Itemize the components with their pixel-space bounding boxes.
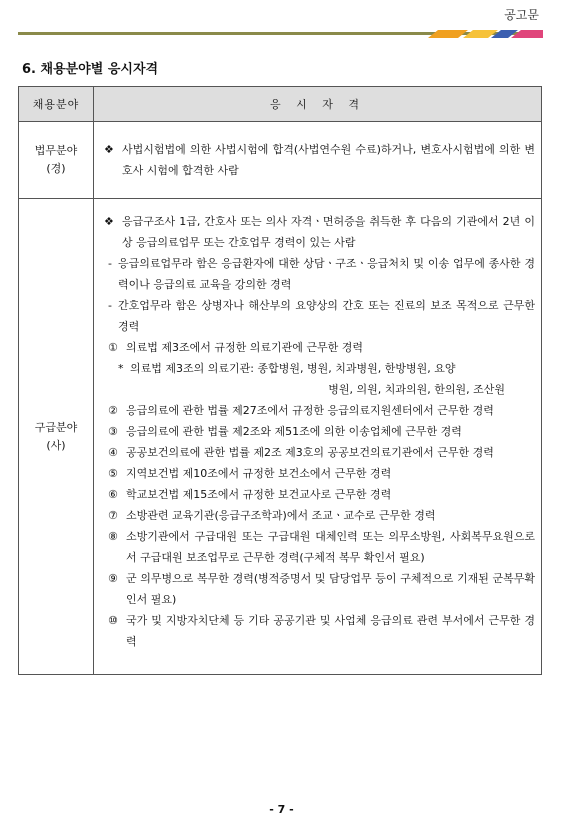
dash-marker: - [108, 257, 112, 270]
header-bar [18, 30, 543, 36]
page-number: - 7 - [269, 803, 294, 816]
item-text: 응급의료에 관한 법률 제2조와 제51조에 의한 이송업체에 근무한 경력 [126, 425, 462, 438]
note-text: 병원, 의원, 치과의원, 한의원, 조산원 [328, 383, 505, 396]
item-number: ⑨ [108, 572, 118, 585]
qualification-intro: 응급구조사 1급, 간호사 또는 의사 자격ㆍ면허증을 취득한 후 다음의 기관에서 2년 이상 응급의료업무 또는 간호업무 경력이 있는 사람 [122, 215, 535, 249]
item-text: 응급의료에 관한 법률 제27조에서 규정한 응급의료지원센터에서 근무한 경력 [126, 404, 494, 417]
list-item [104, 253, 535, 295]
list-item [104, 421, 535, 442]
list-item [104, 400, 535, 421]
category-name: 법무분야 [34, 144, 78, 157]
item-number: ① [108, 341, 118, 354]
item-number: ⑥ [108, 488, 118, 501]
qualification-cell [94, 199, 542, 675]
asterisk-marker: * [118, 362, 124, 375]
table-header-row [19, 87, 542, 122]
list-item [104, 484, 535, 505]
category-grade: (경) [46, 162, 66, 175]
list-item [104, 463, 535, 484]
category-cell [19, 199, 94, 675]
item-text: 군 의무병으로 복무한 경력(병적증명서 및 담당업무 등이 구체적으로 기재된 군복무확인서 필요) [126, 572, 535, 606]
item-number: ⑦ [108, 509, 118, 522]
qualification-table [18, 86, 542, 675]
item-text: 소방기관에서 구급대원 또는 구급대원 대체인력 또는 의무소방원, 사회복무요원으로서 구급대원 보조업무로 근무한 경력(구체적 복무 확인서 필요) [126, 530, 535, 564]
diamond-bullet-icon: ❖ [104, 143, 114, 156]
item-text: 학교보건법 제15조에서 규정한 보건교사로 근무한 경력 [126, 488, 392, 501]
list-item [104, 526, 535, 568]
list-item [104, 139, 535, 181]
list-item [104, 442, 535, 463]
diamond-bullet-icon: ❖ [104, 215, 114, 228]
list-item [104, 337, 535, 358]
item-text: 공공보건의료에 관한 법률 제2조 제3호의 공공보건의료기관에서 근무한 경력 [126, 446, 494, 459]
header-bar-accent-icon [18, 30, 543, 38]
list-item [104, 610, 535, 652]
item-number: ⑤ [108, 467, 118, 480]
item-number: ② [108, 404, 118, 417]
category-grade: (사) [46, 438, 66, 452]
section-title: 6. 채용분야별 응시자격 [22, 62, 159, 77]
item-text: 의료법 제3조에서 규정한 의료기관에 근무한 경력 [126, 341, 363, 354]
note-text: 응급의료업무라 함은 응급환자에 대한 상담ㆍ구조ㆍ응급처치 및 이송 업무에 종사한 경력이나 응급의료 교육을 강의한 경력 [118, 257, 535, 291]
item-text: 국가 및 지방자치단체 등 기타 공공기관 및 사업체 응급의료 관련 부서에서 근무한 경력 [126, 614, 535, 648]
note-text: 의료법 제3조의 의료기관: 종합병원, 병원, 치과병원, 한방병원, 요양 [130, 362, 456, 375]
qualification-text: 사법시험법에 의한 사법시험에 합격(사법연수원 수료)하거나, 변호사시험법에 의한 변호사 시험에 합격한 사람 [122, 143, 535, 177]
table-row [19, 199, 542, 675]
item-number: ③ [108, 425, 118, 438]
list-item [104, 211, 535, 253]
list-item [104, 568, 535, 610]
list-item [104, 295, 535, 337]
item-number: ⑩ [108, 614, 118, 627]
list-item [104, 358, 535, 379]
category-cell [19, 122, 94, 199]
column-header-category: 채용분야 [19, 87, 94, 122]
document-header-label: 공고문 [504, 8, 539, 22]
table-row [19, 122, 542, 199]
item-text: 지역보건법 제10조에서 규정한 보건소에서 근무한 경력 [126, 467, 392, 480]
list-item [104, 505, 535, 526]
column-header-qualification: 응 시 자 격 [94, 87, 542, 122]
item-number: ⑧ [108, 530, 118, 543]
note-text: 간호업무라 함은 상병자나 해산부의 요양상의 간호 또는 진료의 보조 목적으로 근무한 경력 [118, 299, 535, 333]
item-number: ④ [108, 446, 118, 459]
qualification-cell [94, 122, 542, 199]
category-name: 구급분야 [34, 420, 78, 434]
item-text: 소방관련 교육기관(응급구조학과)에서 조교ㆍ교수로 근무한 경력 [126, 509, 436, 522]
dash-marker: - [108, 299, 112, 312]
